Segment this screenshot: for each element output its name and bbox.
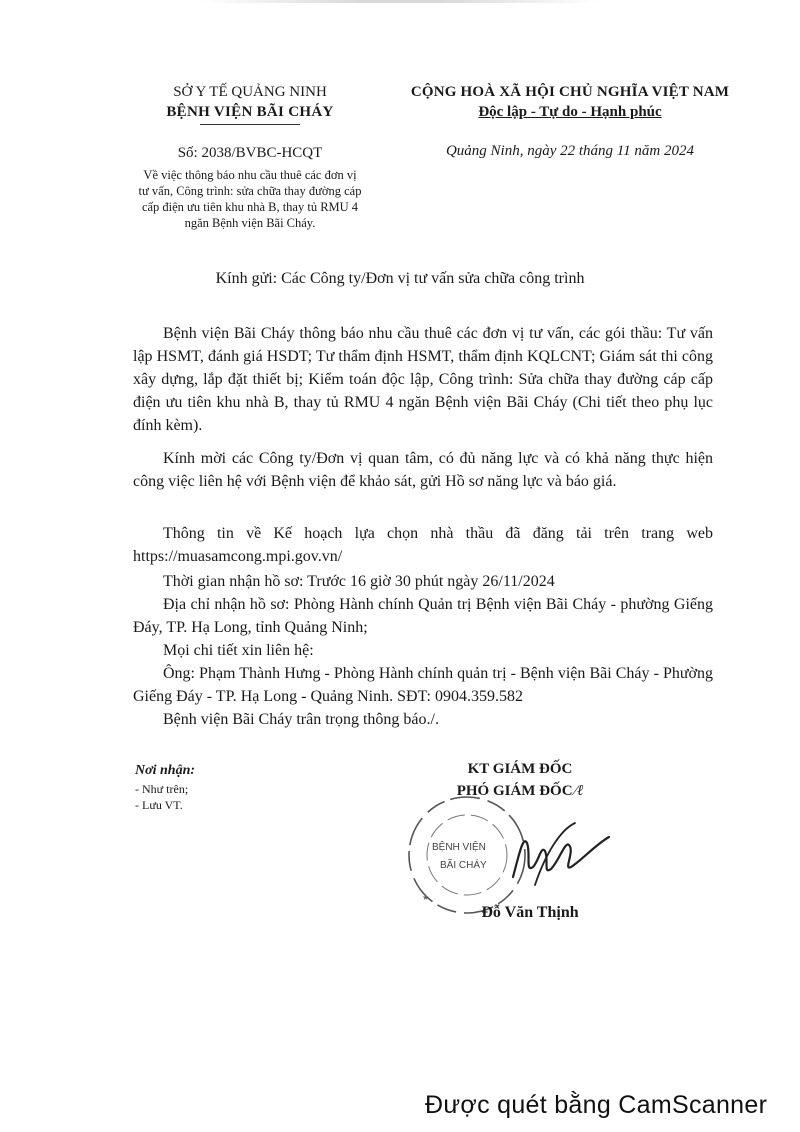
recipients-list xyxy=(135,781,188,813)
document-subject xyxy=(110,167,390,231)
stamp-text-2: BÃI CHÁY xyxy=(440,860,487,871)
body-paragraph-4 xyxy=(133,570,713,731)
stamp-text-1: BỆNH VIỆN xyxy=(432,842,486,853)
issuer-underline xyxy=(200,124,300,125)
closing-text: Bệnh viện Bãi Cháy trân trọng thông báo./. xyxy=(163,711,439,728)
stamp-star-icon: ★ xyxy=(422,893,430,902)
handwritten-signature-icon xyxy=(505,815,615,895)
signature-title-1: KT GIÁM ĐỐC xyxy=(467,761,573,777)
contact-intro-text: Mọi chi tiết xin liên hệ: xyxy=(163,642,314,659)
signature-title-2-text: PHÓ GIÁM ĐỐC xyxy=(456,783,573,799)
recipient-item: - Lưu VT. xyxy=(135,798,183,812)
announcement-text: Bệnh viện Bãi Cháy thông báo nhu cầu thuê các đơn vị tư vấn, các gói thầu: Tư vấn lập HSMT, đánh giá HSDT; Tư thẩm định HSMT, thẩm định KQLCNT; Giám sát thi công xây dựng, lắp đặt thiết bị; Kiểm toán độc lập, Công trình: Sửa chữa thay đường cáp cấp điện ưu tiên khu nhà B, thay tủ RMU 4 ngăn Bệnh viện Bãi Cháy (Chi tiết theo phụ lục đính kèm). xyxy=(133,325,713,434)
national-motto: Độc lập - Tự do - Hạnh phúc xyxy=(478,104,662,120)
signer-name: Đỗ Văn Thịnh xyxy=(481,904,579,921)
issuer-parent-org: SỞ Y TẾ QUẢNG NINH xyxy=(173,84,327,100)
camscanner-footer: Được quét bằng CamScanner xyxy=(425,1091,768,1119)
subject-line: cấp điện ưu tiên khu nhà B, thay tủ RMU 4 xyxy=(141,200,359,214)
subject-line: Về việc thông báo nhu cầu thuê các đơn vị xyxy=(143,168,357,182)
issuer-org: BỆNH VIỆN BÃI CHÁY xyxy=(166,104,334,120)
national-header xyxy=(395,82,745,122)
body-paragraph-3 xyxy=(133,522,713,568)
nation-title: CỘNG HOÀ XÃ HỘI CHỦ NGHĨA VIỆT NAM xyxy=(410,84,730,100)
body-paragraph-1 xyxy=(133,322,713,437)
deadline-text: Thời gian nhận hồ sơ: Trước 16 giờ 30 phút ngày 26/11/2024 xyxy=(163,573,555,590)
website-info-text: Thông tin về Kế hoạch lựa chọn nhà thầu đã đăng tải trên trang web https://muasamcong.mpi.gov.vn/ xyxy=(133,525,713,565)
scan-top-shadow xyxy=(200,0,600,3)
recipient-item: - Như trên; xyxy=(135,782,189,796)
initial-mark-icon: ⁄ℓ xyxy=(574,783,584,799)
address-text: Địa chỉ nhận hồ sơ: Phòng Hành chính Quản trị Bệnh viện Bãi Cháy - phường Giếng Đáy, TP. Hạ Long, tỉnh Quảng Ninh; xyxy=(133,596,713,636)
salutation: Kính gửi: Các Công ty/Đơn vị tư vấn sửa chữa công trình xyxy=(215,270,585,287)
subject-line: tư vấn, Công trình: sửa chữa thay đường cáp xyxy=(138,184,362,198)
document-number: Số: 2038/BVBC-HCQT xyxy=(177,145,323,161)
body-paragraph-2 xyxy=(133,447,713,493)
contact-text: Ông: Phạm Thành Hưng - Phòng Hành chính quản trị - Bệnh viện Bãi Cháy - Phường Giếng Đáy - TP. Hạ Long - Quảng Ninh. SĐT: 0904.359.582 xyxy=(133,665,713,705)
subject-line: ngăn Bệnh viện Bãi Cháy. xyxy=(184,216,316,230)
document-date: Quảng Ninh, ngày 22 tháng 11 năm 2024 xyxy=(445,143,695,159)
recipients-title: Nơi nhận: xyxy=(135,763,196,778)
issuer-header xyxy=(110,82,390,122)
invitation-text: Kính mời các Công ty/Đơn vị quan tâm, có đủ năng lực và có khả năng thực hiện công việc liên hệ với Bệnh viện để khảo sát, gửi Hồ sơ năng lực và báo giá. xyxy=(133,450,713,490)
